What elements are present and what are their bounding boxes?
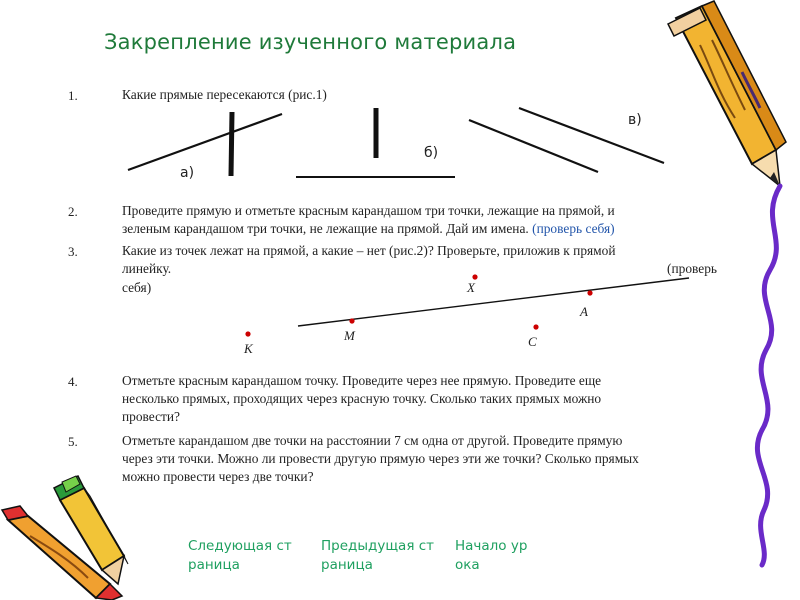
point-label-m: M (344, 328, 355, 343)
item-3-number: 3. (68, 244, 78, 259)
item-1-text: Какие прямые пересекаются (рис.1) (122, 87, 327, 102)
fig1-a-line-2 (231, 112, 232, 176)
point-label-a: A (580, 304, 588, 319)
prev-page-label-2: раница (321, 557, 373, 573)
fig1-label-b: б) (424, 145, 439, 161)
decorative-squiggle (757, 186, 780, 565)
fig1-a-line-1 (128, 114, 282, 170)
item-2-number: 2. (68, 204, 78, 219)
prev-page-link[interactable] (321, 537, 434, 575)
item-3-text-line-1: Какие из точек лежат на прямой, а какие – нет (рис.2)? Проверьте, приложив к прямой (122, 243, 616, 258)
item-2-text-line-2: зеленым карандашом три точки, не лежащие на прямой. Дай им имена. (проверь себя) (122, 221, 615, 236)
fig1-c-line-1 (469, 120, 598, 172)
point-x (472, 274, 477, 279)
fig1-c-line-2 (519, 108, 664, 163)
check-link-3-a[interactable]: (проверь (667, 261, 718, 276)
lesson-start-link[interactable] (455, 537, 527, 575)
check-link-2[interactable]: (проверь себя) (532, 221, 615, 236)
point-label-k: K (244, 341, 253, 356)
item-1-number: 1. (68, 88, 78, 103)
item-5-text-line-2: через эти точки. Можно ли провести другую прямую через эти же точки? Сколько прямых (122, 451, 639, 466)
next-page-label-1: Следующая ст (188, 538, 292, 554)
point-a (587, 290, 592, 295)
pencil-illustration-top-right (668, 1, 786, 186)
fig1-label-c: в) (628, 112, 642, 128)
item-2-text-line-1: Проведите прямую и отметьте красным карандашом три точки, лежащие на прямой, и (122, 203, 615, 218)
item-4-text-line-1: Отметьте красным карандашом точку. Проведите через нее прямую. Проведите еще (122, 373, 602, 388)
item-5-text-line-1: Отметьте карандашом две точки на расстоянии 7 см одна от другой. Проведите прямую (122, 433, 623, 448)
point-m (349, 318, 354, 323)
lesson-start-label-2: ока (455, 557, 480, 573)
point-c (533, 324, 538, 329)
page-title: Закрепление изученного материала (104, 30, 517, 54)
fig1-label-a: а) (180, 165, 195, 181)
point-label-x: X (467, 280, 475, 295)
fig2-line (298, 278, 689, 326)
check-link-3-b[interactable]: себя) (122, 280, 152, 295)
item-4-text-line-2: несколько прямых, проходящих через красную точку. Сколько таких прямых можно (122, 391, 602, 406)
pencil-illustration-bottom-left (2, 476, 128, 600)
point-k (245, 331, 250, 336)
item-4-text-line-3: провести? (122, 409, 180, 424)
item-5-number: 5. (68, 434, 78, 449)
prev-page-label-1: Предыдущая ст (321, 538, 435, 554)
item-5-text-line-3: можно провести через две точки? (122, 469, 314, 484)
next-page-label-2: раница (188, 557, 240, 573)
next-page-link[interactable] (188, 537, 292, 575)
point-label-c: C (528, 334, 537, 349)
lesson-start-label-1: Начало ур (455, 538, 528, 554)
item-4-number: 4. (68, 374, 78, 389)
item-3-text-line-2: линейку. (122, 261, 172, 276)
